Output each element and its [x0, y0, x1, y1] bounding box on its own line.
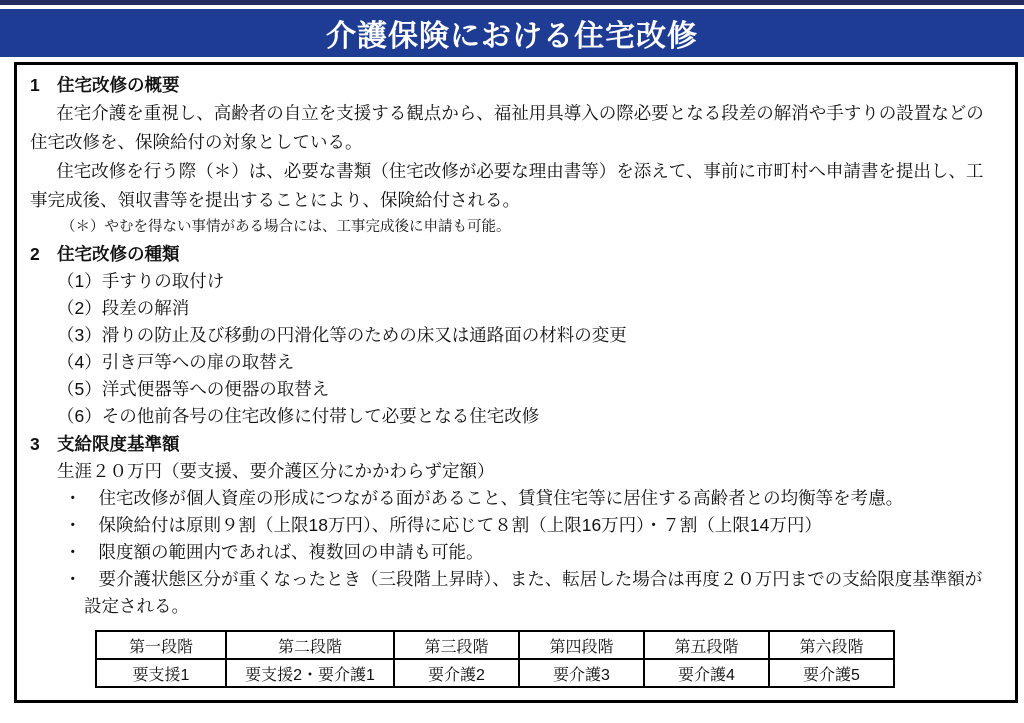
- table-cell: 要介護2: [394, 659, 519, 687]
- list-item: （3）滑りの防止及び移動の円滑化等のための床又は通路面の材料の変更: [57, 325, 627, 345]
- list-item: （6）その他前各号の住宅改修に付帯して必要となる住宅改修: [57, 406, 540, 426]
- table-cell: 要支援1: [96, 659, 226, 687]
- section-limit: [30, 430, 999, 688]
- paragraph: 在宅介護を重視し、高齢者の自立を支援する観点から、福祉用具導入の際必要となる段差の解消や手すりの設置などの住宅改修を、保険給付の対象としている。: [30, 103, 984, 152]
- section-number: 2: [30, 244, 40, 264]
- table-cell: 要介護5: [769, 659, 894, 687]
- bullet-marker: ・: [64, 515, 82, 535]
- list-item: （1）手すりの取付け: [57, 271, 225, 291]
- section-heading-row: [30, 71, 999, 99]
- table-data-row: [96, 659, 894, 687]
- section-number: 3: [30, 434, 40, 454]
- bullet-text: 要介護状態区分が重くなったとき（三段階上昇時）、また、転居した場合は再度２０万円までの支給限度基準額が設定される。: [84, 569, 983, 616]
- table-header-row: [96, 631, 894, 659]
- section-heading: 支給限度基準額: [57, 434, 180, 454]
- section-overview: [30, 71, 999, 240]
- lead-text: 生涯２０万円（要支援、要介護区分にかかわらず定額）: [57, 461, 495, 481]
- list-item: （4）引き戸等への扉の取替え: [57, 352, 295, 372]
- section-number: 1: [30, 75, 40, 95]
- bullet-marker: ・: [64, 569, 82, 589]
- section-heading-row: [30, 430, 999, 458]
- top-accent-strip: [0, 0, 1024, 5]
- bullet-marker: ・: [64, 542, 82, 562]
- table-header-cell: 第三段階: [394, 631, 519, 659]
- page-title: 介護保険における住宅改修: [326, 20, 698, 53]
- table-cell: 要介護3: [519, 659, 644, 687]
- stage-table: [95, 630, 895, 688]
- list-item: （2）段差の解消: [57, 298, 190, 318]
- paragraph: 住宅改修を行う際（＊）は、必要な書類（住宅改修が必要な理由書等）を添えて、事前に市町村へ申請書を提出し、工事完成後、領収書等を提出することにより、保険給付される。: [30, 161, 984, 210]
- bullet-item: [30, 566, 999, 620]
- table-cell: 要介護4: [644, 659, 769, 687]
- bullet-marker: ・: [64, 488, 82, 508]
- section-heading-row: [30, 240, 999, 268]
- section-types: [30, 240, 999, 430]
- section-heading: 住宅改修の概要: [57, 75, 180, 95]
- list-item: （5）洋式便器等への便器の取替え: [57, 379, 330, 399]
- table-header-cell: 第六段階: [769, 631, 894, 659]
- bullet-text: 限度額の範囲内であれば、複数回の申請も可能。: [98, 542, 484, 562]
- footnote: （＊）やむを得ない事情がある場合には、工事完成後に申請も可能。: [61, 219, 511, 235]
- table-header-cell: 第一段階: [96, 631, 226, 659]
- bullet-item: [30, 485, 999, 512]
- table-header-cell: 第四段階: [519, 631, 644, 659]
- title-bar: [0, 9, 1024, 57]
- table-header-cell: 第二段階: [226, 631, 394, 659]
- bullet-item: [30, 512, 999, 539]
- bullet-item: [30, 539, 999, 566]
- table-header-cell: 第五段階: [644, 631, 769, 659]
- table-cell: 要支援2・要介護1: [226, 659, 394, 687]
- content-box: [14, 62, 1018, 703]
- bullet-text: 住宅改修が個人資産の形成につながる面があること、賃貸住宅等に居住する高齢者との均衡等を考慮。: [98, 488, 904, 508]
- bullet-text: 保険給付は原則９割（上限18万円）、所得に応じて８割（上限16万円）・７割（上限14万円）: [98, 515, 822, 535]
- section-heading: 住宅改修の種類: [57, 244, 180, 264]
